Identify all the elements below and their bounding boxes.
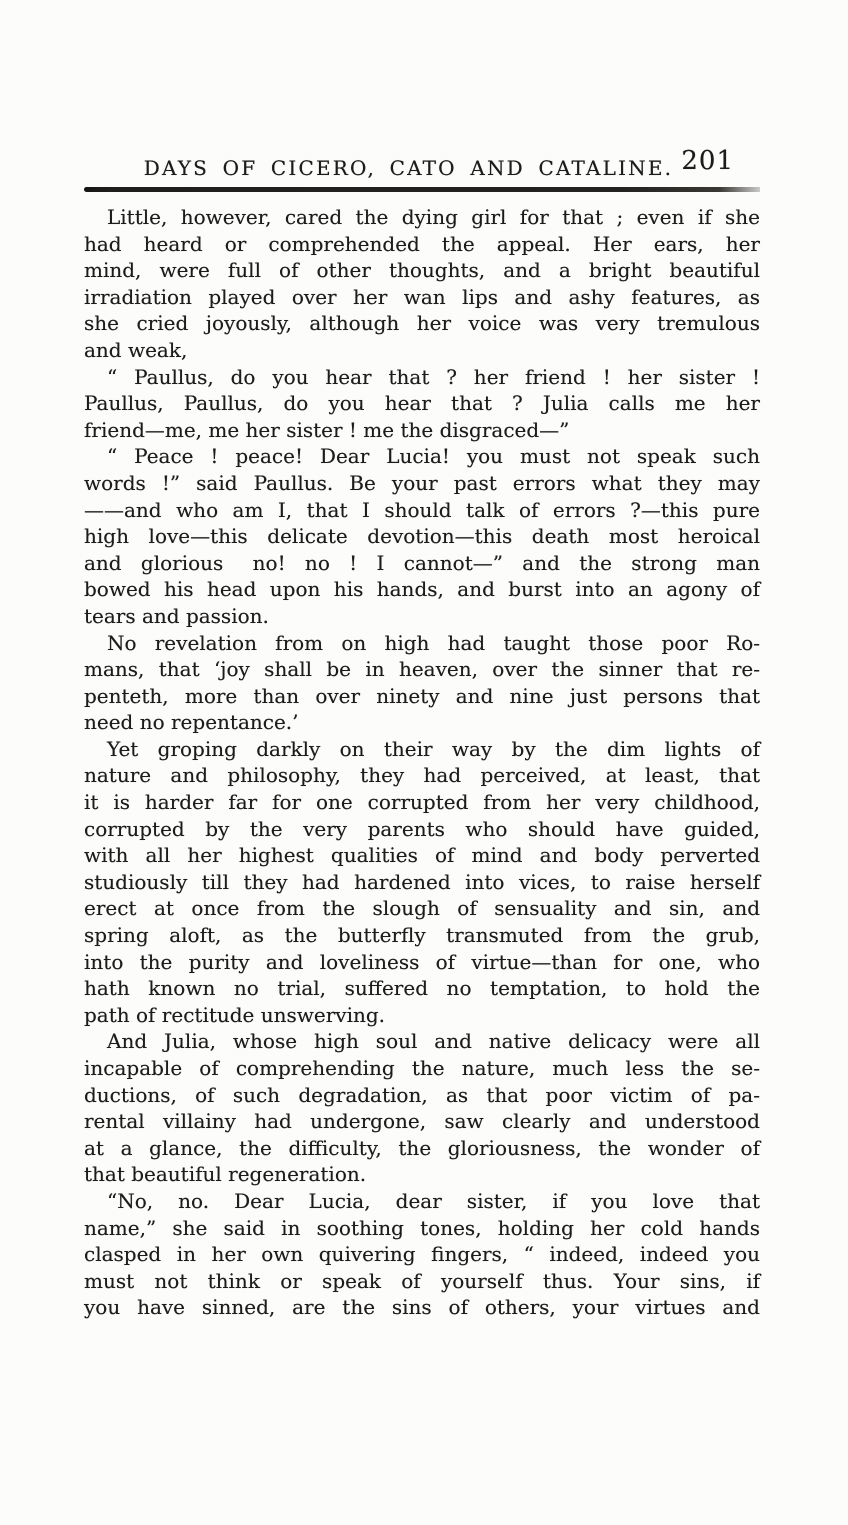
- text-line: “No, no. Dear Lucia, dear sister, if you love that: [107, 1188, 760, 1213]
- running-header: [84, 146, 760, 180]
- text-line: penteth, more than over ninety and nine just persons that: [84, 683, 760, 708]
- paragraph: [84, 204, 760, 364]
- header-rule: [84, 187, 760, 192]
- paragraph: [84, 1188, 760, 1321]
- running-title: DAYS OF CICERO, CATO AND CATALINE.: [143, 156, 674, 180]
- text-line: she cried joyously, although her voice was very tremulous: [84, 311, 760, 336]
- text-block: [84, 146, 760, 1321]
- text-line: Paullus, Paullus, do you hear that ? Julia calls me her: [84, 391, 760, 416]
- text-line: rental villainy had undergone, saw clearly and understood: [84, 1109, 760, 1134]
- text-line: and weak,: [84, 337, 188, 362]
- text-line: friend—me, me her sister ! me the disgraced—”: [84, 417, 570, 442]
- text-line: must not think or speak of yourself thus. Your sins, if: [84, 1268, 760, 1293]
- text-line: into the purity and loveliness of virtue—than for one, who: [84, 949, 760, 974]
- text-line: Yet groping darkly on their way by the dim lights of: [107, 736, 760, 761]
- text-line: incapable of comprehending the nature, much less the se-: [84, 1056, 760, 1080]
- text-line: ductions, of such degradation, as that poor victim of pa-: [84, 1082, 760, 1107]
- paragraph: [84, 443, 760, 629]
- paragraph: [84, 736, 760, 1029]
- text-line: No revelation from on high had taught those poor Ro-: [107, 630, 760, 655]
- text-line: high love—this delicate devotion—this death most heroical: [84, 524, 760, 549]
- text-line: And Julia, whose high soul and native delicacy were all: [107, 1029, 760, 1054]
- text-line: corrupted by the very parents who should have guided,: [84, 816, 760, 841]
- text-line: and glorious no! no ! I cannot—” and the strong man: [84, 550, 760, 575]
- text-line: need no repentance.’: [84, 710, 299, 735]
- text-line: it is harder far for one corrupted from her very childhood,: [84, 790, 760, 815]
- text-line: studiously till they had hardened into vices, to raise herself: [84, 869, 760, 894]
- page-body: [84, 204, 760, 1321]
- text-line: bowed his head upon his hands, and burst into an agony of: [84, 577, 760, 602]
- text-line: erect at once from the slough of sensuality and sin, and: [84, 896, 760, 921]
- text-line: tears and passion.: [84, 603, 269, 628]
- text-line: irradiation played over her wan lips and ashy features, as: [84, 284, 760, 309]
- text-line: path of rectitude unswerving.: [84, 1002, 386, 1027]
- text-line: spring aloft, as the butterfly transmuted from the grub,: [84, 923, 760, 948]
- page-number: 201: [681, 146, 734, 176]
- text-line: had heard or comprehended the appeal. Her ears, her: [84, 231, 760, 256]
- text-line: with all her highest qualities of mind and body perverted: [84, 843, 760, 868]
- text-line: you have sinned, are the sins of others, your virtues and: [84, 1295, 760, 1320]
- text-line: mans, that ‘joy shall be in heaven, over the sinner that re-: [84, 657, 760, 682]
- text-line: clasped in her own quivering fingers, “ indeed, indeed you: [84, 1242, 760, 1267]
- paragraph: [84, 364, 760, 444]
- text-line: Little, however, cared the dying girl for that ; even if she: [107, 205, 760, 229]
- text-line: at a glance, the difficulty, the gloriousness, the wonder of: [84, 1135, 760, 1160]
- text-line: that beautiful regeneration.: [84, 1162, 367, 1187]
- text-line: hath known no trial, suffered no temptation, to hold the: [84, 976, 760, 1001]
- text-line: name,” she said in soothing tones, holding her cold hands: [84, 1215, 760, 1240]
- text-line: “ Paullus, do you hear that ? her friend ! her sister !: [107, 364, 760, 389]
- paragraph: [84, 630, 760, 736]
- text-line: words !” said Paullus. Be your past errors what they may: [84, 470, 760, 495]
- text-line: ——and who am I, that I should talk of errors ?—this pure: [84, 497, 760, 522]
- text-line: nature and philosophy, they had perceived, at least, that: [84, 763, 760, 788]
- text-line: “ Peace ! peace! Dear Lucia! you must not speak such: [107, 444, 760, 469]
- paragraph: [84, 1028, 760, 1188]
- text-line: mind, were full of other thoughts, and a bright beautiful: [84, 258, 760, 283]
